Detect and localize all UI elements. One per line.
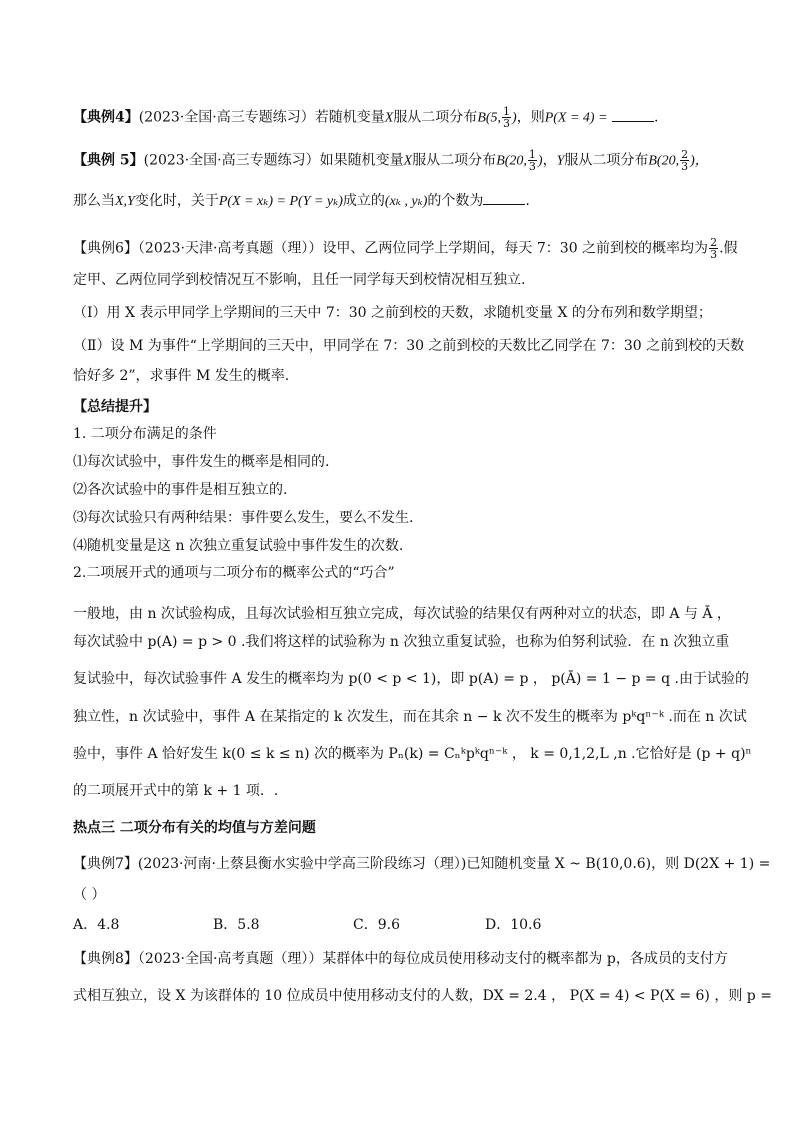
fraction-denominator: 3 bbox=[710, 248, 718, 261]
hotspot-3-title: 热点三 二项分布有关的均值与方差问题 bbox=[73, 820, 316, 836]
condition-2: ⑵各次试验中的事件是相互独立的. bbox=[73, 482, 288, 498]
fraction-numerator: 2 bbox=[681, 148, 689, 161]
fraction bbox=[528, 149, 537, 172]
condition-4: ⑷随机变量是这 n 次独立重复试验中事件发生的次数. bbox=[73, 538, 404, 554]
example-4-text: 若随机变量 bbox=[314, 109, 385, 126]
example-5-tag: 【典例 5】 bbox=[73, 152, 144, 169]
fraction bbox=[502, 106, 511, 129]
example-6-part-1: （Ⅰ）用 X 表示甲同学上学期间的三天中 7：30 之前到校的天数，求随机变量 X 的分布列和数学期望； bbox=[73, 305, 712, 321]
example-6-part-2: （Ⅱ）设 M 为事件“上学期间的三天中，甲同学在 7：30 之前到校的天数比乙同学在 7：30 之前到校的天数 bbox=[73, 338, 745, 354]
example-8-line-1: 【典例8】（2023·全国·高考真题（理））某群体中的每位成员使用移动支付的概率都为 p，各成员的支付方 bbox=[73, 951, 728, 967]
binomial-dist: B(5, bbox=[477, 110, 502, 126]
paragraph-line-3: 复试验中，每次试验事件 A 发生的概率均为 p(0 < p < 1)，即 p(A) = p ， p(Ā) = 1 − p = q .由于试验的 bbox=[73, 671, 749, 687]
option-c[interactable]: C．9.6 bbox=[353, 917, 400, 933]
example-4 bbox=[73, 106, 734, 129]
option-d[interactable]: D．10.6 bbox=[485, 917, 542, 933]
condition-1: ⑴每次试验中，事件发生的概率是相同的. bbox=[73, 454, 330, 470]
summary-item-2: 2.二项展开式的通项与二项分布的概率公式的“巧合” bbox=[73, 565, 395, 581]
fraction-denominator: 3 bbox=[681, 160, 689, 173]
example-5-text: 如果随机变量 bbox=[319, 152, 404, 169]
example-5-source: (2023·全国·高三专题练习） bbox=[143, 152, 320, 169]
example-6-text: .假 bbox=[719, 240, 738, 257]
paragraph-line-1: 一般地，由 n 次试验构成，且每次试验相互独立完成，每次试验的结果仅有两种对立的状态，即 A 与 Ā ， bbox=[73, 606, 731, 622]
example-6-line-2: 定甲、乙两位同学到校情况互不影响，且任一同学每天到校情况相互独立. bbox=[73, 272, 526, 288]
equation: P(X = xₖ) = P(Y = yₖ) bbox=[218, 194, 343, 209]
answer-paren: （ ） bbox=[73, 887, 106, 903]
var-x: X bbox=[403, 153, 413, 169]
example-8-line-2: 式相互独立，设 X 为该群体的 10 位成员中使用移动支付的人数，DX = 2.4 ， P(X = 4) < P(X = 6) ，则 p = bbox=[73, 988, 772, 1004]
binomial-dist-end: )， bbox=[690, 153, 709, 169]
fraction-denominator: 3 bbox=[503, 117, 511, 130]
period: . bbox=[525, 193, 530, 209]
var-y: Y bbox=[556, 153, 565, 169]
example-6-text: 【典例6】（2023·天津·高考真题（理））设甲、乙两位同学上学期间，每天 7：30 之前到校的概率均为 bbox=[73, 240, 709, 257]
paragraph-line-6: 的二项展开式中的第 k + 1 项．. bbox=[73, 783, 279, 799]
option-b[interactable]: B．5.8 bbox=[213, 917, 260, 933]
binomial-dist: B(20, bbox=[496, 153, 527, 169]
fraction-denominator: 3 bbox=[528, 160, 536, 173]
binomial-dist-end: ) bbox=[537, 153, 543, 169]
example-5-text: 那么当 bbox=[73, 193, 115, 209]
period: . bbox=[653, 109, 659, 126]
example-4-text: 服从二项分布 bbox=[393, 109, 478, 126]
example-6-line-1 bbox=[73, 236, 738, 261]
example-4-source: (2023·全国·高三专题练习） bbox=[138, 109, 315, 126]
example-5-text: 成立的 bbox=[342, 193, 385, 209]
example-4-text: ，则 bbox=[516, 109, 545, 126]
probability-expr: P(X = 4) = bbox=[544, 110, 608, 126]
example-7-line-1: 【典例7】(2023·河南·上蔡县衡水实验中学高三阶段练习（理）)已知随机变量 X ~ B(10,0.6)，则 D(2X + 1) = bbox=[73, 856, 771, 872]
example-5-text: 服从二项分布 bbox=[412, 152, 497, 169]
paragraph-line-2: 每次试验中 p(A) = p > 0 .我们将这样的试验称为 n 次独立重复试验，也称为伯努利试验．在 n 次独立重 bbox=[73, 634, 730, 650]
answer-blank[interactable] bbox=[483, 190, 525, 205]
binomial-dist: B(20, bbox=[648, 153, 680, 169]
example-5-text: ， bbox=[542, 152, 557, 169]
summary-title: 【总结提升】 bbox=[73, 399, 157, 415]
fraction bbox=[709, 237, 718, 260]
fraction bbox=[680, 149, 689, 172]
var-x: X bbox=[384, 110, 394, 126]
var-xy: X,Y bbox=[115, 194, 135, 209]
paragraph-line-5: 验中，事件 A 恰好发生 k(0 ≤ k ≤ n) 次的概率为 Pₙ(k) = Cₙᵏpᵏqⁿ⁻ᵏ ， k = 0,1,2,L ,n .它恰好是 (p + q)ⁿ bbox=[73, 746, 752, 762]
summary-item-1: 1. 二项分布满足的条件 bbox=[73, 426, 217, 442]
example-5-text: 服从二项分布 bbox=[564, 152, 649, 169]
answer-blank[interactable] bbox=[612, 107, 654, 122]
condition-3: ⑶每次试验只有两种结果：事件要么发生，要么不发生. bbox=[73, 510, 414, 526]
example-5-line-1 bbox=[73, 149, 734, 172]
example-5-line-2 bbox=[73, 190, 734, 212]
example-5-text: 的个数为 bbox=[427, 193, 484, 209]
binomial-dist-end: ) bbox=[512, 110, 517, 126]
example-4-tag: 【典例4】 bbox=[73, 109, 139, 126]
fraction-numerator: 1 bbox=[503, 105, 511, 118]
fraction-numerator: 2 bbox=[710, 236, 718, 249]
pair-expr: (xₖ , yₖ) bbox=[384, 194, 428, 209]
fraction-numerator: 1 bbox=[528, 148, 536, 161]
example-6-part-2-cont: 恰好多 2”，求事件 M 发生的概率. bbox=[73, 368, 290, 384]
example-5-text: 变化时，关于 bbox=[134, 193, 219, 209]
option-a[interactable]: A．4.8 bbox=[73, 917, 120, 933]
paragraph-line-4: 独立性，n 次试验中，事件 A 在某指定的 k 次发生，而在其余 n − k 次不发生的概率为 pᵏqⁿ⁻ᵏ .而在 n 次试 bbox=[73, 709, 747, 725]
